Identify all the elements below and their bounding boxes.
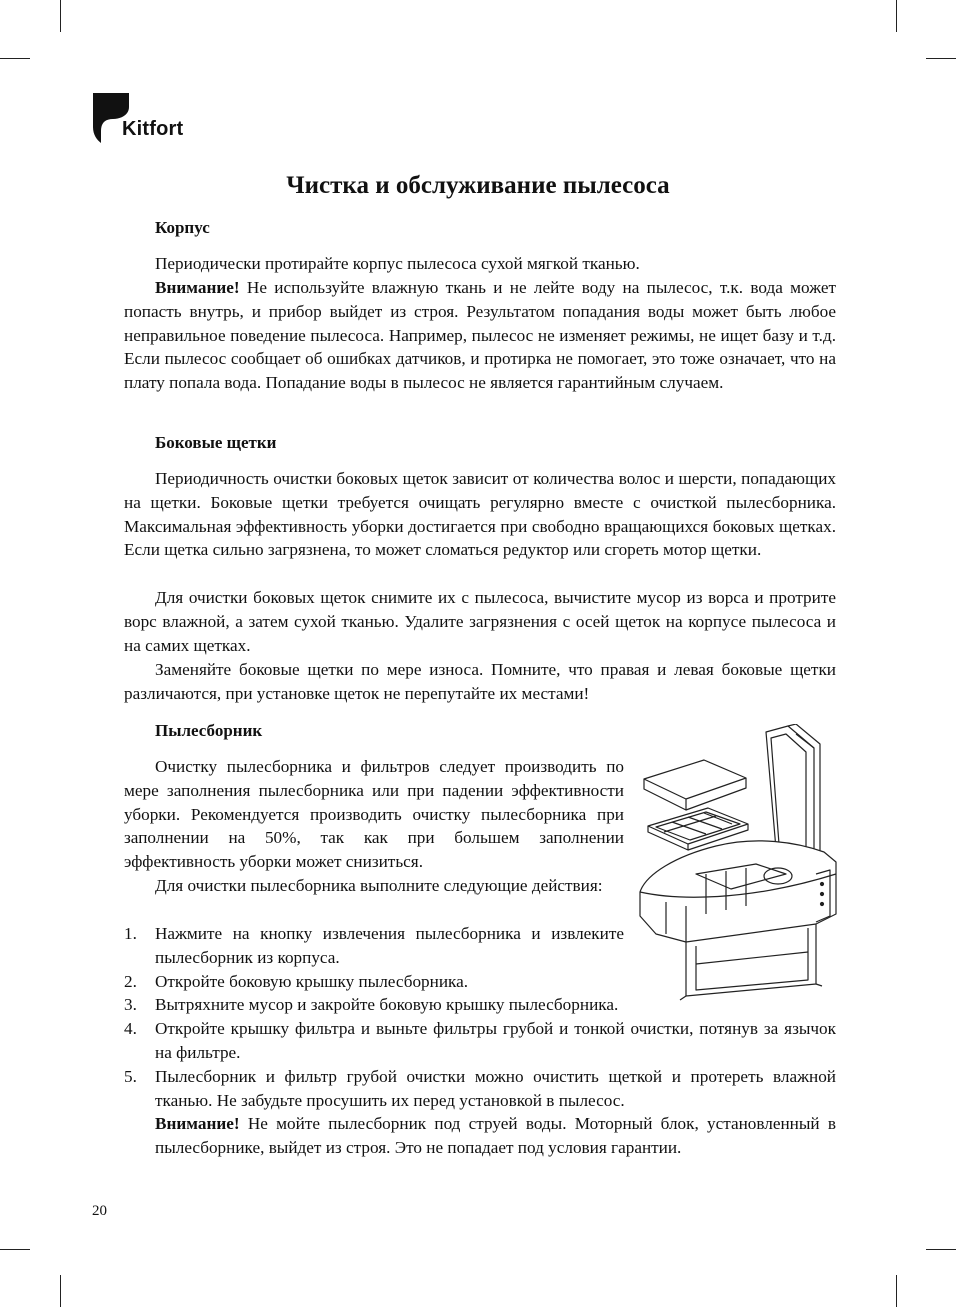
step-text: Вытряхните мусор и закройте боковую крышку пылесборника. [155, 995, 619, 1015]
logo-text: Kitfort [122, 118, 184, 140]
section-heading-side-brushes: Боковые щетки [155, 433, 277, 452]
step-number: 5. [124, 1066, 137, 1086]
warning-text: Не мойте пылесборник под струей воды. Моторный блок, установленный в пылесборнике, выйдет из строя. Это не попадает под условия гарантии. [155, 1114, 836, 1158]
kitfort-logo [93, 93, 203, 149]
crop-mark [926, 1249, 956, 1250]
paragraph: Для очистки боковых щеток снимите их с пылесоса, вычистите мусор из ворса и протрите ворс влажной, а затем сухой тканью. Удалите загрязнения с осей щеток на корпусе пылесоса и на самих щетках. [124, 588, 836, 655]
step-number: 3. [124, 995, 137, 1015]
list-item [124, 993, 624, 1017]
crop-mark [0, 58, 30, 59]
crop-mark [926, 58, 956, 59]
step-number: 4. [124, 1019, 137, 1039]
paragraph: Очистку пылесборника и фильтров следует производить по мере заполнения пылесборника или при падении эффективности уборки. Рекомендуется производить очистку пылесборника при заполнении на 50%, так как при большем заполнении эффективность уборки может снизиться. [124, 757, 624, 872]
list-item [124, 1065, 836, 1160]
crop-mark [60, 0, 61, 32]
section-heading-dust-bin: Пылесборник [155, 721, 263, 740]
step-number: 2. [124, 971, 137, 991]
paragraph-text: Периодически протирайте корпус пылесоса сухой мягкой тканью. [155, 254, 640, 273]
paragraph: Заменяйте боковые щетки по мере износа. Помните, что правая и левая боковые щетки различаются, при установке щеток не перепутайте их местами! [124, 660, 836, 703]
list-item [124, 970, 624, 994]
paragraph: Периодичность очистки боковых щеток зависит от количества волос и шерсти, попадающих на щетки. Боковые щетки требуется очищать регулярно вместе с очисткой пылесборника. Максимальная эффективность уборки достигается при свободно вращающихся боковых щетках. Если щетка сильно загрязнена, то может сломаться редуктор или сгореть мотор щетки. [124, 469, 836, 560]
step-text: Пылесборник и фильтр грубой очистки можно очистить щеткой и протереть влажной тканью. Не забудьте просушить их перед установкой в пылесос. [155, 1066, 836, 1110]
bin-body [640, 841, 836, 1000]
crop-mark [0, 1249, 30, 1250]
step-text: Откройте крышку фильтра и выньте фильтры грубой и тонкой очистки, потянув за язычок на фильтре. [155, 1019, 836, 1062]
list-item [124, 922, 624, 970]
warning-text: Не используйте влажную ткань и не лейте воду на пылесос, т.к. вода может попасть внутрь, и прибор выйдет из строя. Результатом попадания воды может быть любое неправильное поведение пылесоса. Например, пылесос не изменяет режимы, не ищет базу и т.д. Если пылесос сообщает об ошибках датчиков, и протирка не помогает, это тоже означает, что на плату попала вода. Попадание воды в пылесос не является гарантийным случаем. [124, 278, 836, 393]
step-text: Откройте боковую крышку пылесборника. [155, 971, 469, 991]
dust-bin-illustration [636, 724, 846, 1014]
warning-paragraph [124, 276, 836, 395]
section-heading-body: Корпус [155, 218, 210, 237]
list-item [124, 1017, 836, 1065]
warning-label: Внимание! [155, 278, 240, 297]
filter-block [644, 760, 746, 810]
page-title: Чистка и обслуживание пылесоса [286, 172, 670, 199]
crop-mark [896, 1275, 897, 1307]
crop-mark [60, 1275, 61, 1307]
warning-label: Внимание! [155, 1114, 240, 1134]
step-text: Нажмите на кнопку извлечения пылесборника и извлеките пылесборник из корпуса. [155, 924, 624, 967]
step-number: 1. [124, 924, 137, 943]
page-number: 20 [92, 1203, 107, 1219]
warning-paragraph [155, 1112, 836, 1160]
crop-mark [896, 0, 897, 32]
paragraph: Для очистки пылесборника выполните следующие действия: [155, 876, 603, 895]
paragraph [124, 252, 836, 276]
